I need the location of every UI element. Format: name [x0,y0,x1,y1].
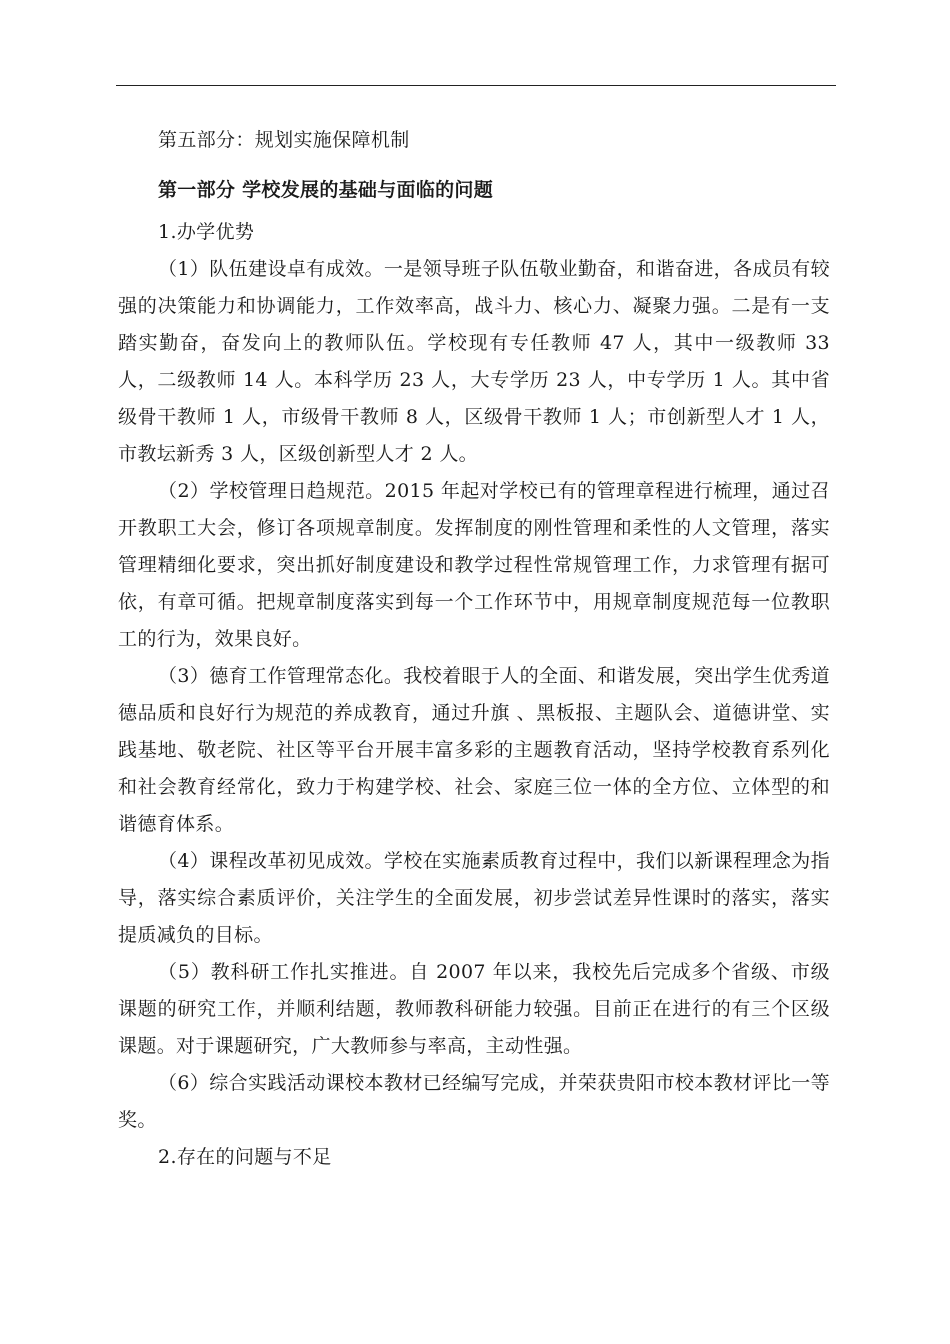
subsection-title-advantages: 1.办学优势 [158,221,255,243]
subsection-title-problems: 2.存在的问题与不足 [158,1146,332,1168]
paragraph-moral-education: （3）德育工作管理常态化。我校着眼于人的全面、和谐发展，突出学生优秀道德品质和良好行为规范的养成教育，通过升旗 、黑板报、主题队会、道德讲堂、实践基地、敬老院、社区等平台开展丰富多彩的主题教育活动，坚持学校教育系列化和社会教育经常化，致力于构建学校、社会、家庭三位一体的全方位、立体型的和谐德育体系。 [118,665,830,835]
paragraph-school-management: （2）学校管理日趋规范。2015 年起对学校已有的管理章程进行梳理，通过召开教职工大会，修订各项规章制度。发挥制度的刚性管理和柔性的人文管理，落实管理精细化要求，突出抓好制度建设和教学过程性常规管理工作，力求管理有据可依，有章可循。把规章制度落实到每一个工作环节中，用规章制度规范每一位教职工的行为，效果良好。 [118,480,830,650]
header-rule [116,85,836,86]
paragraph-curriculum-reform: （4）课程改革初见成效。学校在实施素质教育过程中，我们以新课程理念为指导，落实综合素质评价，关注学生的全面发展，初步尝试差异性课时的落实，落实提质减负的目标。 [118,850,830,946]
document-body [118,122,830,1176]
section-heading: 第一部分 学校发展的基础与面临的问题 [158,179,494,201]
preface-line: 第五部分：规划实施保障机制 [158,129,410,151]
paragraph-team-building: （1）队伍建设卓有成效。一是领导班子队伍敬业勤奋，和谐奋进，各成员有较强的决策能力和协调能力，工作效率高，战斗力、核心力、凝聚力强。二是有一支踏实勤奋，奋发向上的教师队伍。学校现有专任教师 47 人，其中一级教师 33 人，二级教师 14 人。本科学历 23 人，大专学历 23 人，中专学历 1 人。其中省级骨干教师 1 人，市级骨干教师 8 人，区级骨干教师 1 人；市创新型人才 1 人，市教坛新秀 3 人，区级创新型人才 2 人。 [118,258,830,465]
paragraph-practice-textbook: （6）综合实践活动课校本教材已经编写完成，并荣获贵阳市校本教材评比一等奖。 [118,1072,830,1131]
paragraph-research: （5）教科研工作扎实推进。自 2007 年以来，我校先后完成多个省级、市级课题的研究工作，并顺利结题，教师教科研能力较强。目前正在进行的有三个区级课题。对于课题研究，广大教师参与率高，主动性强。 [118,961,830,1057]
